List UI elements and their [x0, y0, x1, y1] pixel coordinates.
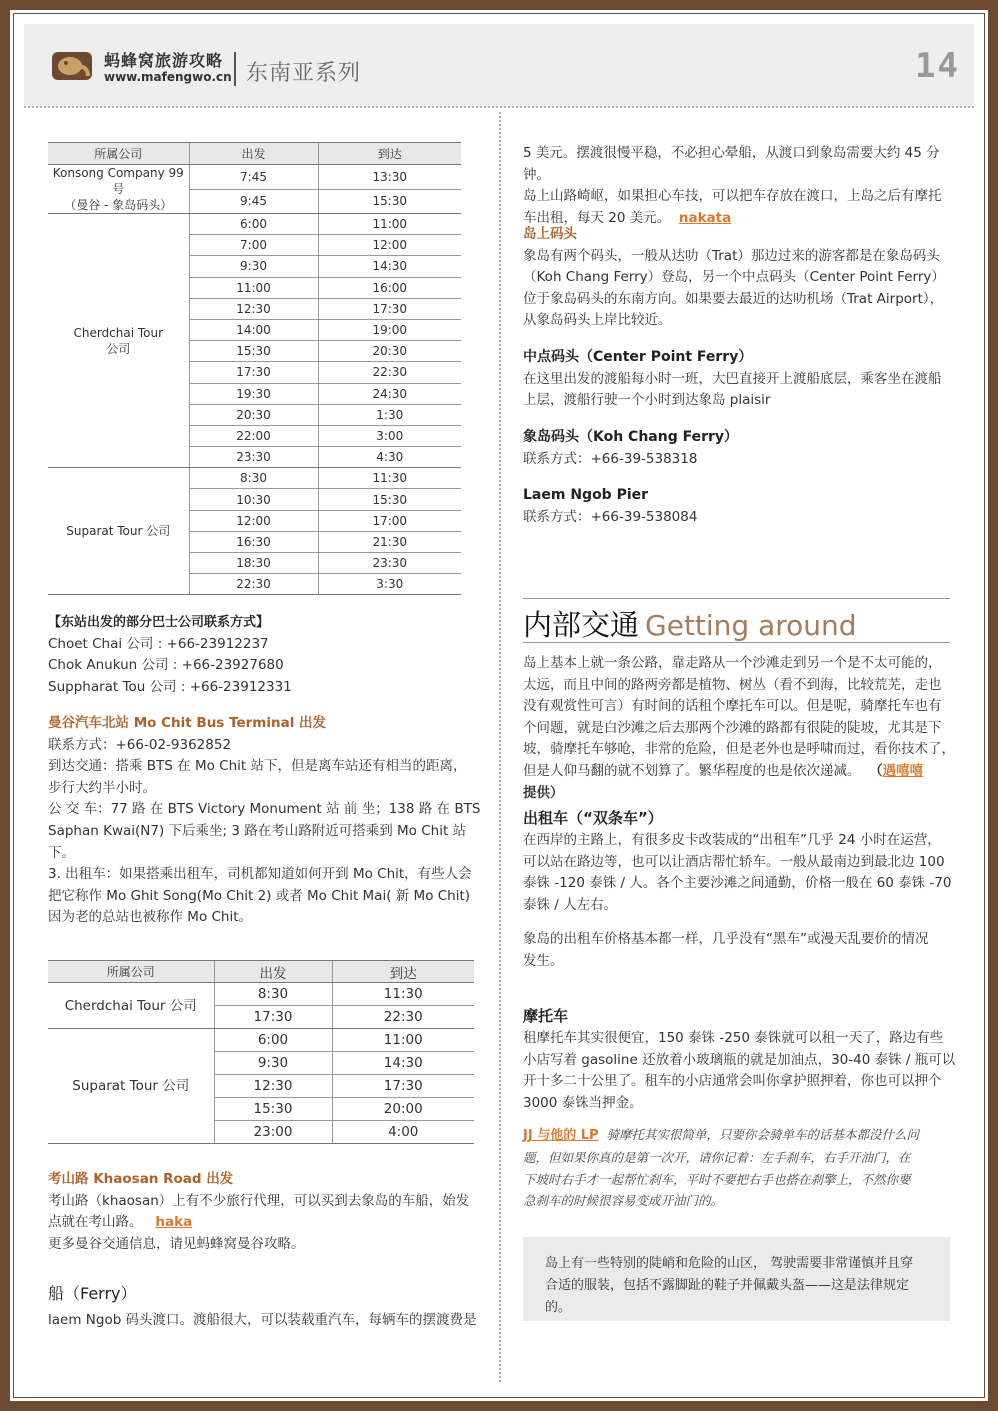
- depart-time: 9:45: [189, 189, 318, 214]
- arrive-time: 3:00: [318, 425, 461, 446]
- taxi-heading: 出租车（“双条车”）: [523, 809, 663, 827]
- depart-time: 6:00: [189, 214, 318, 235]
- island-pier-line: （Koh Chang Ferry）登岛，另一个中点码头（Center Point Ferry）: [523, 269, 945, 286]
- page-number: 14: [915, 46, 960, 86]
- arrive-time: 20:00: [332, 1098, 474, 1121]
- arrive-time: 22:30: [318, 362, 461, 383]
- island-pier-line: 位于象岛码头的东南方向。如果要去最近的达叻机场（Trat Airport），: [523, 290, 944, 307]
- column-divider: [499, 112, 501, 1382]
- author-link[interactable]: nakata: [678, 209, 732, 226]
- depart-time: 9:30: [214, 1052, 332, 1075]
- laem-ngob-section: [523, 485, 963, 528]
- section-title-cn: 内部交通: [523, 608, 640, 642]
- center-point-line: 在这里出发的渡船每小时一班，大巴直接开上渡船底层，乘客坐在渡船: [523, 370, 942, 387]
- khaosan-line-text: 点就在考山路。: [48, 1214, 143, 1231]
- intro-line: 没有观赏性可言）有时间的话租个摩托车可以。但是呢，骑摩托车也有: [523, 698, 942, 715]
- depart-time: 23:30: [189, 447, 318, 468]
- center-point-line: 上层，渡船行驶一个小时到达象岛 plaisir: [523, 392, 771, 409]
- east-contact-line: Choet Chai 公司 : +66-23912237: [48, 635, 269, 652]
- arrive-time: 11:30: [318, 468, 461, 489]
- arrive-time: 4:00: [332, 1121, 474, 1144]
- header-company: 所属公司: [48, 143, 189, 165]
- depart-time: 7:00: [189, 235, 318, 256]
- khaosan-line: 考山路（khaosan）上有不少旅行代理，可以买到去象岛的车船，始发: [48, 1192, 470, 1209]
- mochit-line: 公 交 车：77 路 在 BTS Victory Monument 站 前 坐；138 路 在 BTS: [48, 801, 481, 818]
- island-pier-section: [523, 224, 963, 332]
- center-point-section: [523, 347, 963, 412]
- header-depart: 出发: [214, 961, 332, 983]
- series-title: 东南亚系列: [246, 61, 362, 86]
- motorbike-quote-line: 急刹车的时候很容易变成开油门的。: [523, 1193, 724, 1209]
- laem-ngob-contact: 联系方式：+66-39-538084: [523, 508, 698, 525]
- table-header-row: [48, 143, 461, 165]
- elephant-logo-icon: [50, 46, 98, 86]
- arrive-time: 20:30: [318, 341, 461, 362]
- arrive-time: 11:00: [332, 1029, 474, 1052]
- east-contact-line: Chok Anukun 公司 : +66-23927680: [48, 657, 284, 674]
- bus-timetable-1: [48, 142, 461, 595]
- depart-time: 15:30: [189, 341, 318, 362]
- section-title: [523, 603, 857, 644]
- khaosan-line: [48, 1212, 488, 1234]
- mochit-line: 因为老的总站也被称作 Mo Chit。: [48, 909, 253, 926]
- laem-ngob-heading: Laem Ngob Pier: [523, 487, 649, 503]
- arrive-time: 15:30: [318, 489, 461, 510]
- section-title-en: Getting around: [645, 609, 857, 642]
- company-cell: [48, 468, 189, 595]
- motorbike-section: [523, 1004, 963, 1212]
- taxi-line: 泰铢 -120 泰铢 / 人。各个主要沙滩之间通勤，价格一般在 60 泰铢 -70: [523, 875, 952, 892]
- motorbike-line: 租摩托车其实很便宜，150 泰铢 -250 泰铢就可以租一天了，路边有些: [523, 1030, 944, 1046]
- intro-line: 坡，骑摩托车够呛，非常的危险，但是老外也是呼啸而过，看你技术了，: [523, 741, 955, 758]
- header-separator: [234, 52, 236, 86]
- depart-time: 12:00: [189, 510, 318, 531]
- arrive-time: 15:30: [318, 189, 461, 214]
- east-contacts: [48, 612, 488, 698]
- ferry-heading: 船（Ferry）: [48, 1284, 137, 1303]
- arrive-time: 12:00: [318, 235, 461, 256]
- ferry-continued: [523, 143, 963, 229]
- arrive-time: 1:30: [318, 404, 461, 425]
- depart-time: 22:30: [189, 574, 318, 595]
- mochit-line: 联系方式：+66-02-9362852: [48, 736, 232, 753]
- depart-time: 17:30: [189, 362, 318, 383]
- koh-chang-ferry-heading: 象岛码头（Koh Chang Ferry）: [523, 429, 739, 445]
- taxi-line: 泰铢 / 人左右。: [523, 896, 618, 913]
- mochit-section: [48, 713, 488, 929]
- safety-note-box: [523, 1237, 950, 1321]
- island-pier-line: 从象岛码头上岸比较近。: [523, 312, 672, 329]
- getting-around-intro: [523, 653, 963, 804]
- motorbike-line: 开十多二十公里了。租车的小店通常会叫你拿护照押着，你也可以押个: [523, 1073, 942, 1090]
- island-pier-line: 象岛有两个码头，一般从达叻（Trat）那边过来的游客都是在象岛码头: [523, 247, 940, 264]
- motorbike-quote-line: 题，但如果你真的是第一次开，请你记着：左手刹车，右手开油门，在: [523, 1149, 911, 1165]
- intro-line-text: 但是人仰马翻的就不划算了。繁华程度的也是依次递减。: [523, 762, 861, 779]
- koh-chang-ferry-section: [523, 427, 963, 470]
- mochit-heading: 曼谷汽车北站 Mo Chit Bus Terminal 出发: [48, 715, 327, 731]
- author-link[interactable]: 遇嘻嘻: [882, 762, 924, 779]
- table-header-row: [48, 961, 474, 983]
- depart-time: 15:30: [214, 1098, 332, 1121]
- mochit-line: Saphan Kwai(N7) 下后乘坐; 3 路在考山路附近可搭乘到 Mo Chit 站下。: [48, 822, 467, 861]
- taxi-line: 象岛的出租车价格基本都一样，几乎没有“黑车”或漫天乱要价的情况: [523, 931, 929, 948]
- table-row: [48, 468, 461, 489]
- arrive-time: 17:30: [332, 1075, 474, 1098]
- depart-time: 8:30: [214, 983, 332, 1006]
- koh-chang-ferry-contact: 联系方式：+66-39-538318: [523, 450, 698, 467]
- arrive-time: 4:30: [318, 447, 461, 468]
- arrive-time: 21:30: [318, 531, 461, 552]
- arrive-time: 11:00: [318, 214, 461, 235]
- mochit-line: 到达交通：搭乘 BTS 在 Mo Chit 站下，但是离车站还有相当的距离，: [48, 758, 467, 775]
- mochit-line: 把它称作 Mo Ghit Song(Mo Chit 2) 或者 Mo Chit Mai( 新 Mo Chit): [48, 887, 471, 904]
- depart-time: 14:00: [189, 319, 318, 340]
- depart-time: 17:30: [214, 1006, 332, 1029]
- intro-line: 个问题，就是白沙滩之后去那两个沙滩的路都有很陡的陡坡，尤其是下: [523, 719, 942, 736]
- company-name: Cherdchai Tour: [73, 325, 164, 340]
- company-cell: [48, 214, 189, 468]
- depart-time: 23:00: [214, 1121, 332, 1144]
- company-cell: Cherdchai Tour 公司: [48, 983, 214, 1029]
- depart-time: 22:00: [189, 425, 318, 446]
- motorbike-quote-line: [523, 1124, 963, 1147]
- ferry-line-text: 车出租，每天 20 美元。: [523, 209, 671, 226]
- intro-line: 岛上基本上就一条公路，靠走路从一个沙滩走到另一个是不太可能的，: [523, 655, 942, 671]
- brand-url[interactable]: www.mafengwo.cn: [104, 70, 232, 84]
- table-row: [48, 214, 461, 235]
- table-row: [48, 1029, 474, 1052]
- taxi-line: 发生。: [523, 952, 564, 969]
- arrive-time: 11:30: [332, 983, 474, 1006]
- depart-time: 9:30: [189, 256, 318, 277]
- arrive-time: 3:30: [318, 574, 461, 595]
- header-arrive: 到达: [318, 143, 461, 165]
- east-contacts-heading: 【东站出发的部分巴士公司联系方式】: [48, 615, 270, 630]
- depart-time: 12:30: [214, 1075, 332, 1098]
- page-header: [24, 24, 974, 108]
- motorbike-quote-line: 下坡时右手才一起帮忙刹车，平时不要把右手也搭在刹擎上，不然你要: [523, 1171, 911, 1187]
- ferry-line: 5 美元。摆渡很慢平稳，不必担心晕船，从渡口到象岛需要大约 45 分钟。: [523, 145, 940, 183]
- depart-time: 6:00: [214, 1029, 332, 1052]
- taxi-line: 在西岸的主路上，有很多皮卡改装成的“出租车”几乎 24 小时在运营，: [523, 832, 941, 848]
- center-point-heading: 中点码头（Center Point Ferry）: [523, 349, 753, 365]
- motorbike-quote-text: 骑摩托其实很简单，只要你会骑单车的话基本都没什么问: [606, 1127, 920, 1143]
- arrive-time: 14:30: [332, 1052, 474, 1075]
- header-company: 所属公司: [48, 961, 214, 983]
- company-cell: Suparat Tour 公司: [48, 1029, 214, 1144]
- ferry-section: [48, 1282, 488, 1332]
- arrive-time: 24:30: [318, 383, 461, 404]
- taxi-line: 可以站在路边等，也可以让酒店帮忙轿车。一般从最南边到最北边 100: [523, 853, 945, 870]
- khaosan-line: 更多曼谷交通信息，请见蚂蜂窝曼谷攻略。: [48, 1235, 305, 1252]
- section-rule-top: [523, 598, 950, 599]
- note-line: 岛上有一些特别的陡峭和危险的山区， 驾驶需要非常谨慎并且穿: [545, 1256, 914, 1271]
- section-rule-bottom: [523, 642, 950, 643]
- taxi-section: [523, 806, 963, 973]
- ferry-line: laem Ngob 码头渡口。渡船很大，可以装载重汽车，每辆车的摆渡费是: [48, 1312, 477, 1328]
- company-name: Konsong Company 99 号: [52, 166, 184, 196]
- depart-time: 18:30: [189, 553, 318, 574]
- note-line: 合适的服装，包括不露脚趾的鞋子并佩戴头盔——这是法律规定的。: [545, 1278, 910, 1315]
- arrive-time: 13:30: [318, 165, 461, 190]
- depart-time: 20:30: [189, 404, 318, 425]
- east-contact-line: Suppharat Tou 公司 : +66-23912331: [48, 678, 292, 695]
- island-pier-heading: 岛上码头: [523, 226, 577, 242]
- ferry-line: 岛上山路崎岖，如果担心车技，可以把车存放在渡口，上岛之后有摩托: [523, 188, 942, 205]
- depart-time: 11:00: [189, 277, 318, 298]
- khaosan-heading: 考山路 Khaosan Road 出发: [48, 1171, 234, 1187]
- company-cell: [48, 165, 189, 214]
- arrive-time: 22:30: [332, 1006, 474, 1029]
- depart-time: 10:30: [189, 489, 318, 510]
- motorbike-line: 3000 泰铢当押金。: [523, 1094, 643, 1111]
- depart-time: 7:45: [189, 165, 318, 190]
- depart-time: 19:30: [189, 383, 318, 404]
- brand-name: 蚂蜂窝旅游攻略: [104, 51, 224, 70]
- header-depart: 出发: [189, 143, 318, 165]
- depart-time: 8:30: [189, 468, 318, 489]
- depart-time: 12:30: [189, 298, 318, 319]
- arrive-time: 17:30: [318, 298, 461, 319]
- arrive-time: 19:00: [318, 319, 461, 340]
- motorbike-line: 小店写着 gasoline 还放着小玻璃瓶的就是加油点，30-40 泰铢 / 瓶可以: [523, 1051, 956, 1068]
- author-link[interactable]: JJ 与他的 LP: [523, 1128, 599, 1144]
- table-row: [48, 165, 461, 190]
- company-name: Suparat Tour 公司: [66, 524, 171, 539]
- arrive-time: 14:30: [318, 256, 461, 277]
- motorbike-heading: 摩托车: [523, 1007, 569, 1025]
- arrive-time: 17:00: [318, 510, 461, 531]
- company-name-line2: 公司: [106, 341, 131, 356]
- intro-line: 太远，而且中间的路两旁都是植物、树丛（看不到海，比较荒芜，走也: [523, 676, 942, 693]
- credit-open: （: [869, 762, 883, 779]
- intro-line: [523, 761, 963, 804]
- header-arrive: 到达: [332, 961, 474, 983]
- arrive-time: 16:00: [318, 277, 461, 298]
- company-name-line2: （曼谷 - 象岛码头）: [64, 198, 173, 212]
- credit-close: 提供）: [523, 784, 564, 801]
- arrive-time: 23:30: [318, 553, 461, 574]
- table-row: [48, 983, 474, 1006]
- bus-timetable-2: [48, 960, 474, 1144]
- mochit-line: 3. 出租车：如果搭乘出租车，司机都知道如何开到 Mo Chit，有些人会: [48, 866, 472, 883]
- khaosan-section: [48, 1169, 488, 1255]
- author-link[interactable]: haka: [155, 1214, 193, 1231]
- depart-time: 16:30: [189, 531, 318, 552]
- mochit-line: 步行大约半小时。: [48, 779, 156, 796]
